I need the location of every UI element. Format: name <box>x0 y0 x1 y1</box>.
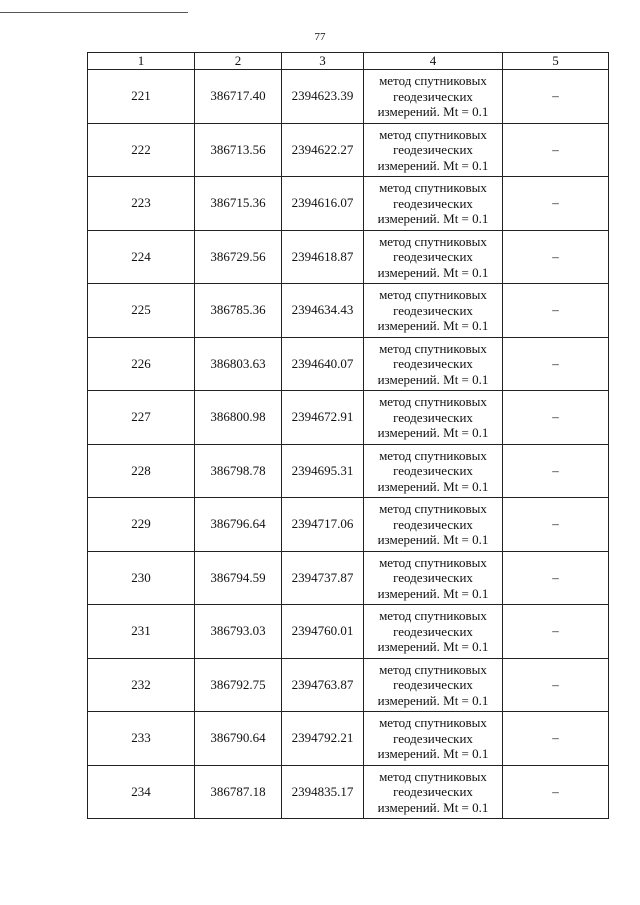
x-coordinate-cell: 386729.56 <box>195 230 282 284</box>
method-line: измерений. Mt = 0.1 <box>377 585 489 601</box>
note-cell: – <box>503 391 609 445</box>
x-coordinate-cell: 386803.63 <box>195 337 282 391</box>
point-number-cell: 222 <box>88 123 195 177</box>
method-line: геодезических <box>393 730 473 746</box>
method-cell <box>364 177 503 231</box>
note-cell: – <box>503 230 609 284</box>
method-line: геодезических <box>393 195 473 211</box>
method-cell <box>364 230 503 284</box>
note-cell: – <box>503 444 609 498</box>
y-coordinate-cell: 2394622.27 <box>282 123 364 177</box>
method-line: геодезических <box>393 677 473 692</box>
x-coordinate-cell: 386713.56 <box>195 123 282 177</box>
note-cell: – <box>503 712 609 766</box>
table-row <box>88 605 609 659</box>
x-coordinate-cell: 386800.98 <box>195 391 282 445</box>
x-coordinate-cell: 386715.36 <box>195 177 282 231</box>
point-number-cell: 228 <box>88 444 195 498</box>
point-number-cell: 232 <box>88 658 195 712</box>
table-row <box>88 712 609 766</box>
point-number-cell: 223 <box>88 177 195 231</box>
note-cell: – <box>503 498 609 552</box>
point-number-cell: 221 <box>88 70 195 124</box>
point-number-cell: 227 <box>88 391 195 445</box>
header-col-4: 4 <box>364 53 503 70</box>
method-line: метод спутниковых <box>379 233 487 249</box>
header-col-2: 2 <box>195 53 282 70</box>
method-line: геодезических <box>393 249 473 264</box>
table-row <box>88 230 609 284</box>
method-line: геодезических <box>393 302 473 318</box>
note-cell: – <box>503 551 609 605</box>
y-coordinate-cell: 2394760.01 <box>282 605 364 659</box>
method-line: измерений. Mt = 0.1 <box>377 371 489 387</box>
method-line: измерений. Mt = 0.1 <box>377 799 489 815</box>
method-line: метод спутниковых <box>379 608 487 623</box>
table-row <box>88 391 609 445</box>
y-coordinate-cell: 2394634.43 <box>282 284 364 338</box>
y-coordinate-cell: 2394717.06 <box>282 498 364 552</box>
method-line: измерений. Mt = 0.1 <box>377 692 489 708</box>
note-cell: – <box>503 70 609 124</box>
method-line: метод спутниковых <box>379 501 487 516</box>
header-col-5: 5 <box>503 53 609 70</box>
x-coordinate-cell: 386792.75 <box>195 658 282 712</box>
coordinates-table <box>87 52 609 819</box>
method-cell <box>364 712 503 766</box>
method-line: метод спутниковых <box>379 447 487 463</box>
page-number: 77 <box>314 31 326 43</box>
method-cell <box>364 284 503 338</box>
x-coordinate-cell: 386785.36 <box>195 284 282 338</box>
table-row <box>88 177 609 231</box>
point-number-cell: 230 <box>88 551 195 605</box>
method-line: метод спутниковых <box>379 768 487 784</box>
method-line: геодезических <box>393 463 473 478</box>
method-cell <box>364 123 503 177</box>
method-cell <box>364 605 503 659</box>
method-line: измерений. Mt = 0.1 <box>377 318 489 333</box>
method-line: измерений. Mt = 0.1 <box>377 746 489 761</box>
method-line: метод спутниковых <box>379 394 487 409</box>
method-line: измерений. Mt = 0.1 <box>377 104 489 119</box>
table-row <box>88 765 609 819</box>
method-cell <box>364 444 503 498</box>
method-line: измерений. Mt = 0.1 <box>377 264 489 280</box>
method-line: геодезических <box>393 409 473 425</box>
table-body <box>88 70 609 819</box>
method-line: метод спутниковых <box>379 340 487 356</box>
y-coordinate-cell: 2394640.07 <box>282 337 364 391</box>
method-line: геодезических <box>393 356 473 371</box>
point-number-cell: 225 <box>88 284 195 338</box>
point-number-cell: 234 <box>88 765 195 819</box>
table-row <box>88 551 609 605</box>
method-cell <box>364 551 503 605</box>
y-coordinate-cell: 2394695.31 <box>282 444 364 498</box>
y-coordinate-cell: 2394672.91 <box>282 391 364 445</box>
method-line: геодезических <box>393 784 473 799</box>
method-line: измерений. Mt = 0.1 <box>377 639 489 654</box>
note-cell: – <box>503 284 609 338</box>
point-number-cell: 224 <box>88 230 195 284</box>
method-line: метод спутниковых <box>379 126 487 142</box>
header-col-3: 3 <box>282 53 364 70</box>
header-col-1: 1 <box>88 53 195 70</box>
x-coordinate-cell: 386790.64 <box>195 712 282 766</box>
x-coordinate-cell: 386794.59 <box>195 551 282 605</box>
y-coordinate-cell: 2394618.87 <box>282 230 364 284</box>
note-cell: – <box>503 337 609 391</box>
method-line: метод спутниковых <box>379 180 487 195</box>
method-cell <box>364 391 503 445</box>
table-row <box>88 498 609 552</box>
method-line: измерений. Mt = 0.1 <box>377 425 489 440</box>
note-cell: – <box>503 177 609 231</box>
y-coordinate-cell: 2394792.21 <box>282 712 364 766</box>
method-line: измерений. Mt = 0.1 <box>377 532 489 547</box>
method-cell <box>364 658 503 712</box>
note-cell: – <box>503 605 609 659</box>
method-cell <box>364 70 503 124</box>
method-line: метод спутниковых <box>379 661 487 677</box>
y-coordinate-cell: 2394616.07 <box>282 177 364 231</box>
method-line: геодезических <box>393 570 473 585</box>
method-line: измерений. Mt = 0.1 <box>377 478 489 494</box>
method-line: метод спутниковых <box>379 715 487 730</box>
method-cell <box>364 765 503 819</box>
table-row <box>88 70 609 124</box>
point-number-cell: 229 <box>88 498 195 552</box>
method-line: геодезических <box>393 623 473 639</box>
method-line: измерений. Mt = 0.1 <box>377 157 489 173</box>
table-row <box>88 444 609 498</box>
table-row <box>88 123 609 177</box>
point-number-cell: 226 <box>88 337 195 391</box>
table-row <box>88 284 609 338</box>
note-cell: – <box>503 658 609 712</box>
y-coordinate-cell: 2394737.87 <box>282 551 364 605</box>
header-row <box>88 53 609 70</box>
method-line: метод спутниковых <box>379 554 487 570</box>
y-coordinate-cell: 2394835.17 <box>282 765 364 819</box>
method-cell <box>364 498 503 552</box>
note-cell: – <box>503 123 609 177</box>
x-coordinate-cell: 386787.18 <box>195 765 282 819</box>
method-line: геодезических <box>393 142 473 157</box>
y-coordinate-cell: 2394623.39 <box>282 70 364 124</box>
method-line: метод спутниковых <box>379 73 487 88</box>
x-coordinate-cell: 386798.78 <box>195 444 282 498</box>
method-line: метод спутниковых <box>379 287 487 302</box>
point-number-cell: 233 <box>88 712 195 766</box>
point-number-cell: 231 <box>88 605 195 659</box>
table-row <box>88 337 609 391</box>
method-cell <box>364 337 503 391</box>
table-row <box>88 658 609 712</box>
note-cell: – <box>503 765 609 819</box>
method-line: измерений. Mt = 0.1 <box>377 211 489 226</box>
y-coordinate-cell: 2394763.87 <box>282 658 364 712</box>
x-coordinate-cell: 386717.40 <box>195 70 282 124</box>
method-line: геодезических <box>393 88 473 104</box>
x-coordinate-cell: 386793.03 <box>195 605 282 659</box>
x-coordinate-cell: 386796.64 <box>195 498 282 552</box>
top-rule <box>0 12 188 13</box>
method-line: геодезических <box>393 516 473 532</box>
